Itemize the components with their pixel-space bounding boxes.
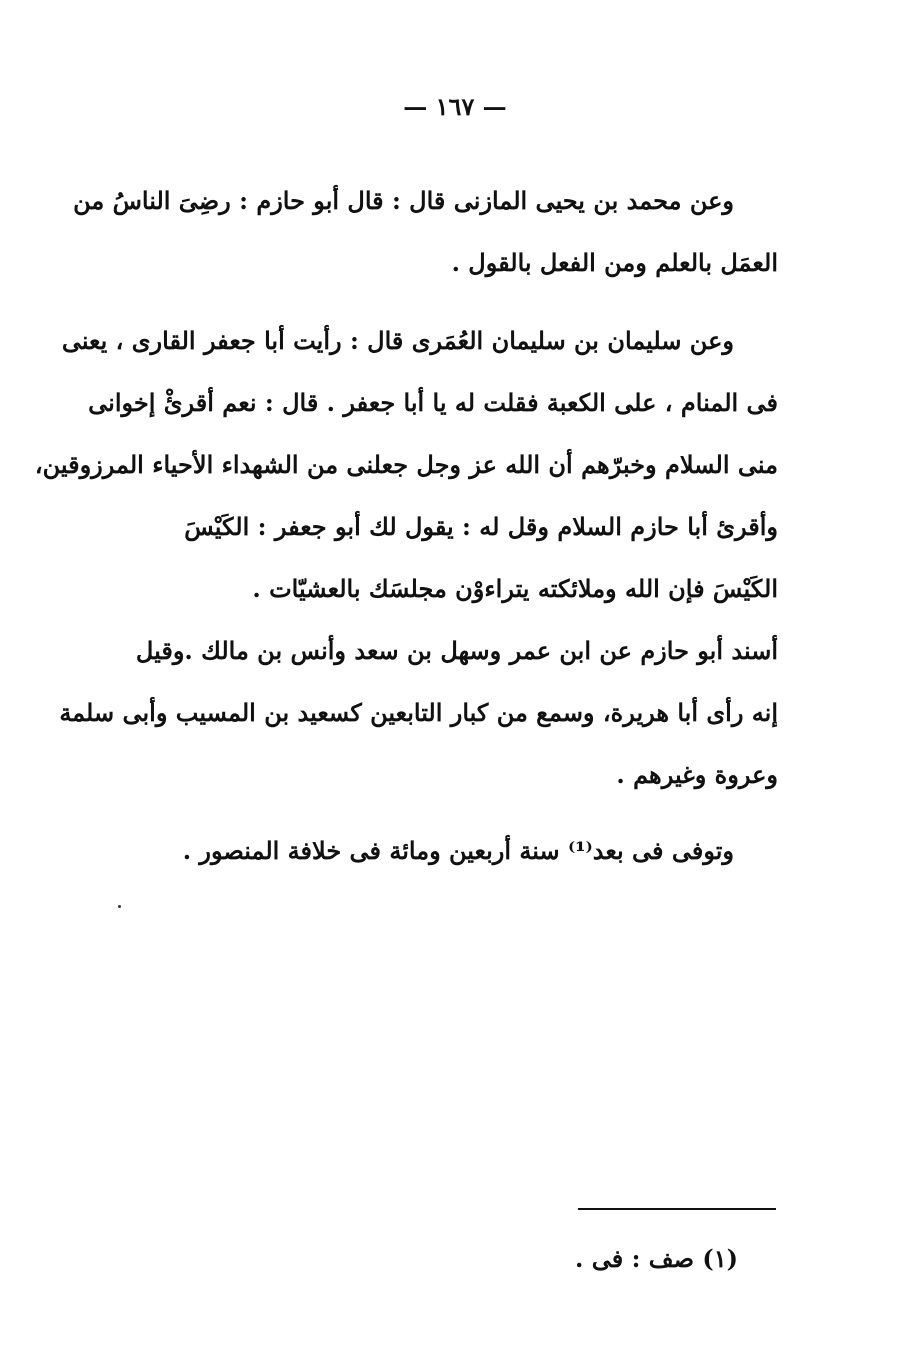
paragraph-line: منى السلام وخبرّهم أن الله عز وجل جعلنى من الشهداء الأحياء المرزوقين، xyxy=(34,450,778,479)
paragraph-line: أسند أبو حازم عن ابن عمر وسهل بن سعد وأنس بن مالك .وقيل xyxy=(135,636,778,665)
paragraph-isnad xyxy=(59,620,778,806)
paragraph-line: الكَيْسَ فإن الله وملائكته يتراءوْن مجلسَك بالعشيّات . xyxy=(252,574,778,603)
paragraph-line: العمَل بالعلم ومن الفعل بالقول . xyxy=(451,248,778,277)
paragraph-line: وتوفى فى بعد⁽¹⁾ سنة أربعين ومائة فى خلافة المنصور . xyxy=(182,836,734,865)
paragraph-mazini-quote xyxy=(73,170,778,294)
paragraph-dream-narration xyxy=(34,310,778,620)
paragraph-line: فى المنام ، على الكعبة فقلت له يا أبا جعفر . قال : نعم أقرئْ إخوانى xyxy=(88,388,778,417)
paragraph-death-date xyxy=(128,820,778,882)
print-speck xyxy=(118,905,121,908)
paragraph-line: وعروة وغيرهم . xyxy=(616,760,778,789)
paragraph-line: وعن سليمان بن سليمان العُمَرى قال : رأيت أبا جعفر القارى ، يعنى xyxy=(61,326,734,355)
paragraph-line: إنه رأى أبا هريرة، وسمع من كبار التابعين كسعيد بن المسيب وأبى سلمة xyxy=(59,698,778,727)
paragraph-line: وعن محمد بن يحيى المازنى قال : قال أبو حازم : رضِىَ الناسُ من xyxy=(73,186,734,215)
footnote-divider xyxy=(578,1208,776,1210)
page-number: — ١٦٧ — xyxy=(403,92,507,121)
footnote: (١) صف : فى . xyxy=(575,1244,738,1273)
paragraph-line: وأقرئ أبا حازم السلام وقل له : يقول لك أبو جعفر : الكَيْسَ xyxy=(184,512,778,541)
